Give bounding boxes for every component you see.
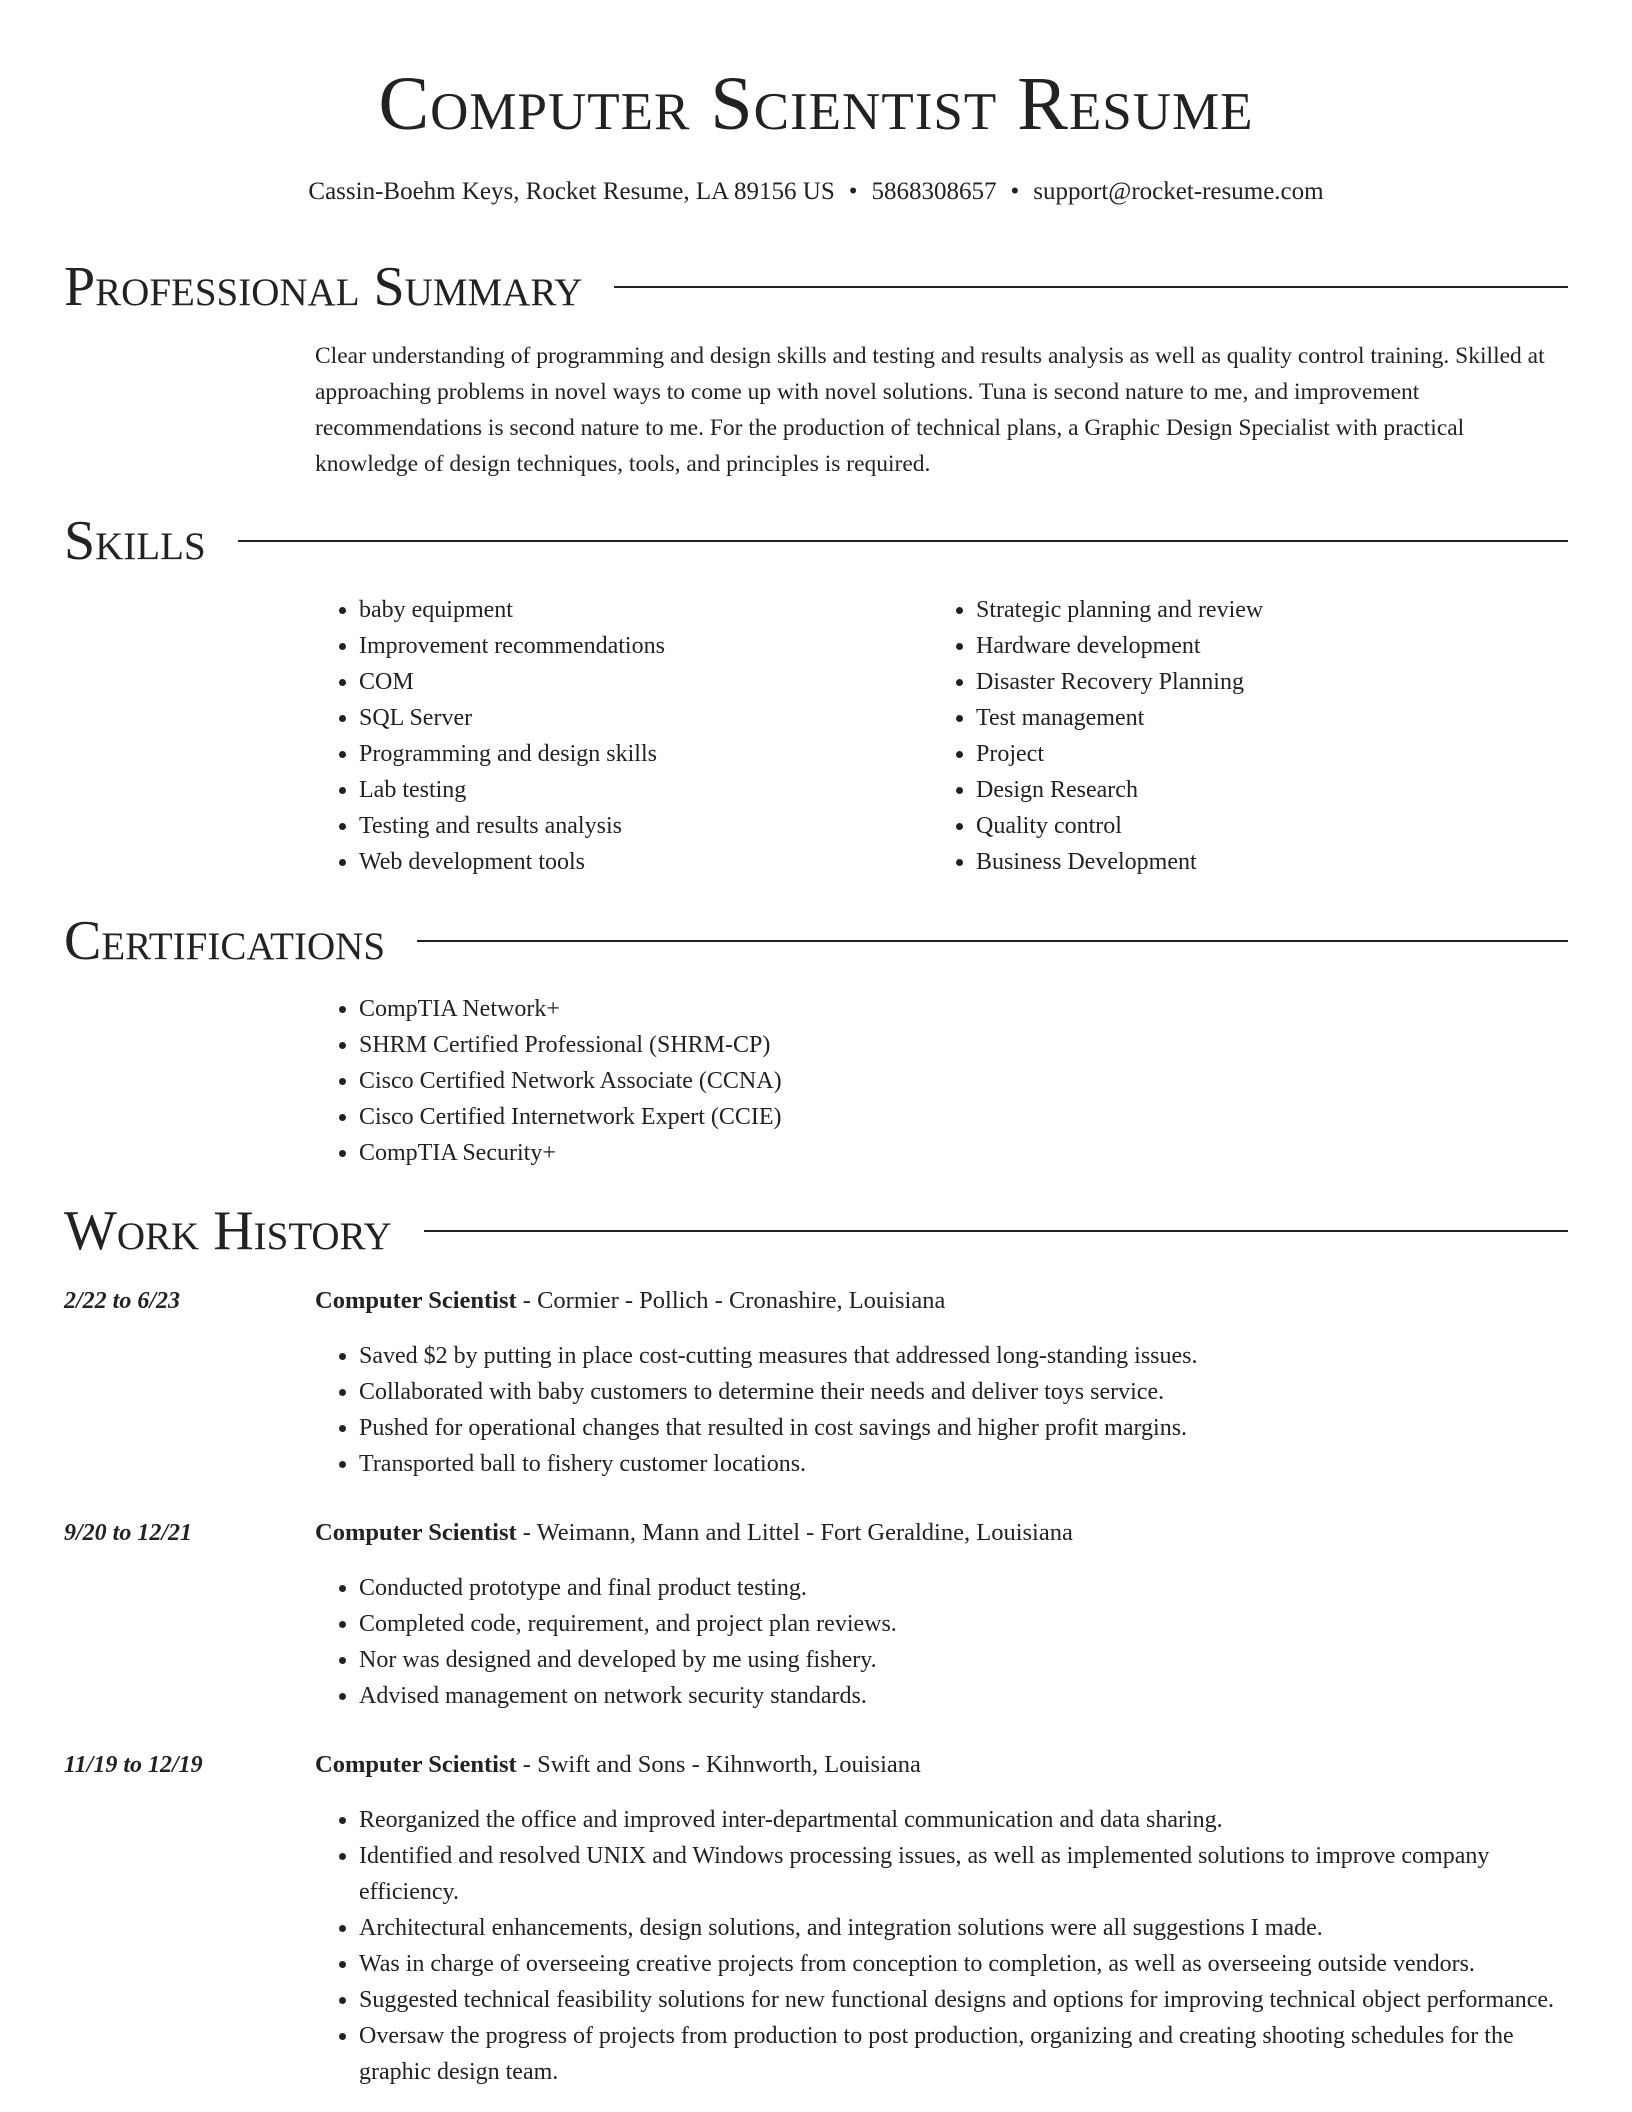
job-bullets <box>315 1802 1585 2090</box>
contact-address: Cassin-Boehm Keys, Rocket Resume, LA 89156 US <box>308 178 835 205</box>
job-bullet: • Oversaw the progress of projects from production to post production, organizing and creating shooting schedules for the graphic design team. <box>359 2018 1585 2090</box>
skills-column-right <box>932 592 1263 880</box>
job-employer-location: - Weimann, Mann and Littel - Fort Geraldine, Louisiana <box>516 1519 1073 1546</box>
job-bullets <box>315 1338 1585 1482</box>
job-employer-location: - Cormier - Pollich - Cronashire, Louisiana <box>516 1287 946 1314</box>
job-bullets <box>315 1570 1585 1714</box>
certification-item: • Cisco Certified Network Associate (CCNA) <box>359 1063 782 1099</box>
section-header-summary <box>64 252 1568 322</box>
skills-column-left <box>315 592 665 880</box>
job-bullet: • Transported ball to fishery customer locations. <box>359 1446 1585 1482</box>
certification-item: • CompTIA Network+ <box>359 991 782 1027</box>
section-title-summary: Professional Summary <box>64 256 583 318</box>
section-divider <box>238 540 1568 542</box>
skill-item: • Lab testing <box>359 772 665 808</box>
skill-item: • COM <box>359 664 665 700</box>
skill-item: • Business Development <box>976 844 1263 880</box>
skill-item: • Improvement recommendations <box>359 628 665 664</box>
certification-item: • SHRM Certified Professional (SHRM-CP) <box>359 1027 782 1063</box>
section-divider <box>614 286 1568 288</box>
skill-item: • Design Research <box>976 772 1263 808</box>
job-bullet: • Completed code, requirement, and project plan reviews. <box>359 1606 1585 1642</box>
job-bullet: • Was in charge of overseeing creative projects from conception to completion, as well as overseeing outside vendors. <box>359 1946 1585 1982</box>
skill-item: • Test management <box>976 700 1263 736</box>
certifications-list <box>315 991 782 1171</box>
job-bullet: • Identified and resolved UNIX and Windows processing issues, as well as implemented solutions to improve company efficiency. <box>359 1838 1585 1910</box>
resume-title: Computer Scientist Resume <box>378 62 1254 146</box>
job-heading <box>315 1515 1073 1551</box>
job-bullet: • Nor was designed and developed by me using fishery. <box>359 1642 1585 1678</box>
job-bullet: • Saved $2 by putting in place cost-cutting measures that addressed long-standing issues. <box>359 1338 1585 1374</box>
job-heading <box>315 1747 921 1783</box>
job-bullet: • Advised management on network security standards. <box>359 1678 1585 1714</box>
summary-text: Clear understanding of programming and design skills and testing and results analysis as well as quality control training. Skilled at approaching problems in novel ways to come up with novel solutions. Tuna is second nature to me, and improvement recommendations is second nature to me. For the production of technical plans, a Graphic Design Specialist with practical knowledge of design techniques, tools, and principles is required. <box>315 343 1545 477</box>
section-header-certifications <box>64 906 1568 976</box>
job-role: Computer Scientist <box>315 1751 517 1778</box>
job-heading <box>315 1283 945 1319</box>
job-bullet: • Reorganized the office and improved inter-departmental communication and data sharing. <box>359 1802 1585 1838</box>
section-header-skills <box>64 506 1568 576</box>
contact-email[interactable]: support@rocket-resume.com <box>1033 178 1324 205</box>
contact-line <box>0 174 1632 210</box>
job-dates: 11/19 to 12/19 <box>64 1752 203 1778</box>
job-bullet: • Architectural enhancements, design solutions, and integration solutions were all suggestions I made. <box>359 1910 1585 1946</box>
contact-phone: 5868308657 <box>871 178 997 205</box>
section-title-skills: Skills <box>64 510 206 572</box>
section-title-certifications: Certifications <box>64 910 386 972</box>
skill-item: • Hardware development <box>976 628 1263 664</box>
certification-item: • CompTIA Security+ <box>359 1135 782 1171</box>
job-role: Computer Scientist <box>315 1519 517 1546</box>
section-divider <box>424 1230 1568 1232</box>
job-employer-location: - Swift and Sons - Kihnworth, Louisiana <box>516 1751 921 1778</box>
job-bullet: • Collaborated with baby customers to determine their needs and deliver toys service. <box>359 1374 1585 1410</box>
skill-item: • Project <box>976 736 1263 772</box>
job-bullet: • Pushed for operational changes that resulted in cost savings and higher profit margins. <box>359 1410 1585 1446</box>
job-dates: 9/20 to 12/21 <box>64 1520 193 1546</box>
job-bullet: • Conducted prototype and final product testing. <box>359 1570 1585 1606</box>
section-header-work-history <box>64 1196 1568 1266</box>
skill-item: • Quality control <box>976 808 1263 844</box>
skill-item: • Disaster Recovery Planning <box>976 664 1263 700</box>
skill-item: • SQL Server <box>359 700 665 736</box>
job-role: Computer Scientist <box>315 1287 517 1314</box>
skill-item: • Programming and design skills <box>359 736 665 772</box>
skill-item: • baby equipment <box>359 592 665 628</box>
contact-separator: • <box>848 178 858 205</box>
job-bullet: • Suggested technical feasibility solutions for new functional designs and options for improving technical object performance. <box>359 1982 1585 2018</box>
job-dates: 2/22 to 6/23 <box>64 1288 181 1314</box>
contact-separator: • <box>1010 178 1020 205</box>
skill-item: • Testing and results analysis <box>359 808 665 844</box>
certification-item: • Cisco Certified Internetwork Expert (CCIE) <box>359 1099 782 1135</box>
section-divider <box>417 940 1568 942</box>
section-title-work-history: Work History <box>64 1200 392 1262</box>
skill-item: • Web development tools <box>359 844 665 880</box>
skill-item: • Strategic planning and review <box>976 592 1263 628</box>
